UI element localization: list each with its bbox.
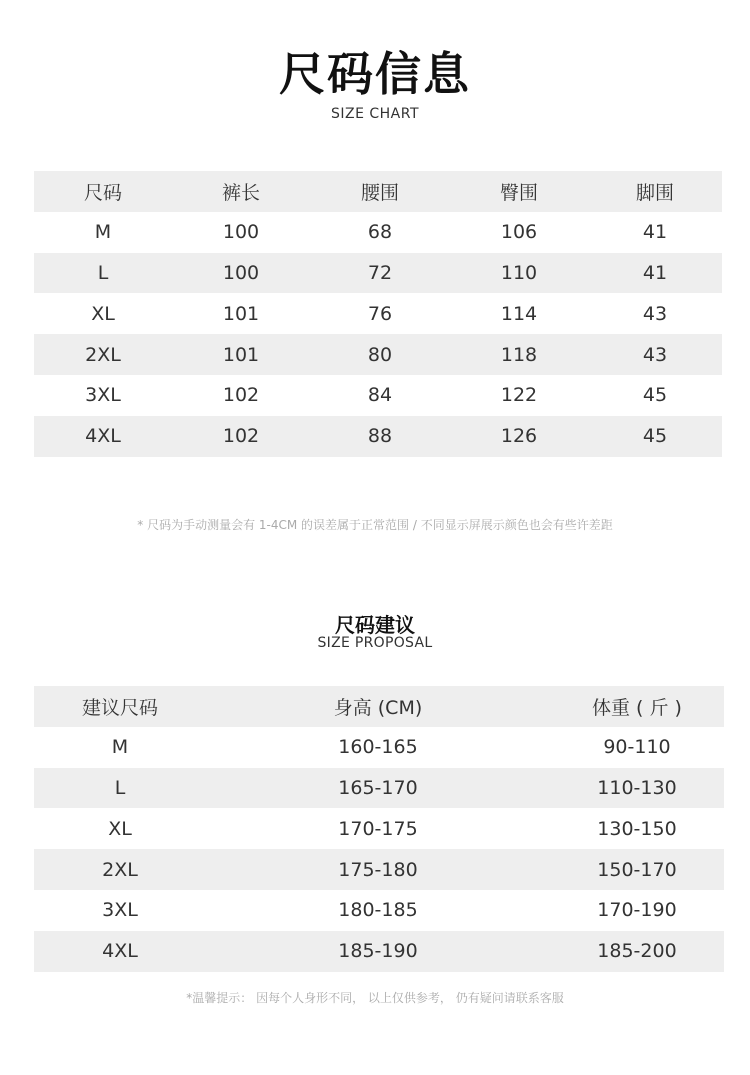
size-proposal-note: *温馨提示： 因每个人身形不同， 以上仅供参考， 仍有疑问请联系客服 [186, 991, 564, 1005]
column-header: 脚围 [588, 171, 722, 212]
table-cell: 170-175 [338, 817, 418, 840]
table-cell: 101 [172, 334, 310, 375]
table-cell: 76 [367, 302, 393, 325]
size-proposal-title: 尺码建议 [335, 613, 415, 637]
table-row [34, 890, 724, 931]
table-row [34, 212, 722, 253]
table-row [34, 253, 722, 294]
table-cell: 90-110 [603, 736, 671, 759]
table-cell: M [111, 736, 129, 759]
size-proposal-subtitle: SIZE PROPOSAL [317, 635, 433, 651]
table-row [34, 334, 722, 375]
table-cell: 72 [310, 253, 450, 294]
table-row [34, 727, 724, 768]
table-cell: 175-180 [206, 849, 550, 890]
size-chart-note: * 尺码为手动测量会有 1-4CM 的误差属于正常范围 / 不同显示屏展示颜色也会有些许差距 [137, 518, 613, 532]
table-cell: 3XL [102, 899, 138, 922]
table-cell: 150-170 [550, 849, 724, 890]
table-cell: 2XL [34, 334, 172, 375]
table-row [34, 931, 724, 972]
table-cell: 118 [450, 334, 588, 375]
table-cell: 130-150 [597, 817, 677, 840]
table-cell: 180-185 [338, 899, 418, 922]
table-cell: XL [108, 817, 132, 840]
table-cell: 100 [172, 253, 310, 294]
column-header: 腰围 [310, 171, 450, 212]
table-cell: 100 [222, 221, 260, 244]
table-cell: 80 [310, 334, 450, 375]
table-cell: 185-190 [206, 931, 550, 972]
column-header: 尺码 [34, 171, 172, 212]
table-header-row [34, 171, 722, 212]
table-cell: 102 [172, 416, 310, 457]
table-cell: 4XL [34, 931, 206, 972]
table-header-row [34, 686, 724, 727]
table-row [34, 849, 724, 890]
table-cell: 114 [500, 302, 538, 325]
table-cell: 165-170 [206, 768, 550, 809]
table-cell: M [94, 221, 112, 244]
table-cell: 126 [450, 416, 588, 457]
table-cell: 41 [588, 253, 722, 294]
table-cell: 102 [222, 384, 260, 407]
table-cell: 2XL [34, 849, 206, 890]
table-cell: 170-190 [597, 899, 677, 922]
size-chart-subtitle: SIZE CHART [330, 106, 420, 122]
table-row [34, 375, 722, 416]
table-row [34, 416, 722, 457]
column-header: 裤长 [172, 171, 310, 212]
table-cell: XL [91, 302, 115, 325]
table-row [34, 768, 724, 809]
table-cell: 84 [367, 384, 393, 407]
table-row [34, 293, 722, 334]
table-cell: 88 [310, 416, 450, 457]
size-chart-table [34, 171, 722, 457]
table-cell: 185-200 [550, 931, 724, 972]
column-header: 体重 ( 斤 ) [550, 686, 724, 727]
table-cell: 101 [222, 302, 260, 325]
table-cell: 106 [500, 221, 538, 244]
table-cell: 4XL [34, 416, 172, 457]
size-chart-title: 尺码信息 [279, 47, 471, 101]
table-cell: L [34, 253, 172, 294]
table-cell: 43 [642, 302, 668, 325]
table-cell: 68 [367, 221, 393, 244]
table-row [34, 808, 724, 849]
table-cell: 160-165 [338, 736, 418, 759]
table-cell: 122 [500, 384, 538, 407]
column-header: 建议尺码 [34, 686, 206, 727]
table-cell: L [34, 768, 206, 809]
table-cell: 45 [588, 416, 722, 457]
column-header: 身高 (CM) [206, 686, 550, 727]
table-cell: 43 [588, 334, 722, 375]
table-cell: 110 [450, 253, 588, 294]
table-cell: 41 [642, 221, 668, 244]
table-cell: 110-130 [550, 768, 724, 809]
column-header: 臀围 [450, 171, 588, 212]
table-cell: 3XL [85, 384, 121, 407]
table-cell: 45 [642, 384, 668, 407]
size-proposal-table [34, 686, 724, 972]
